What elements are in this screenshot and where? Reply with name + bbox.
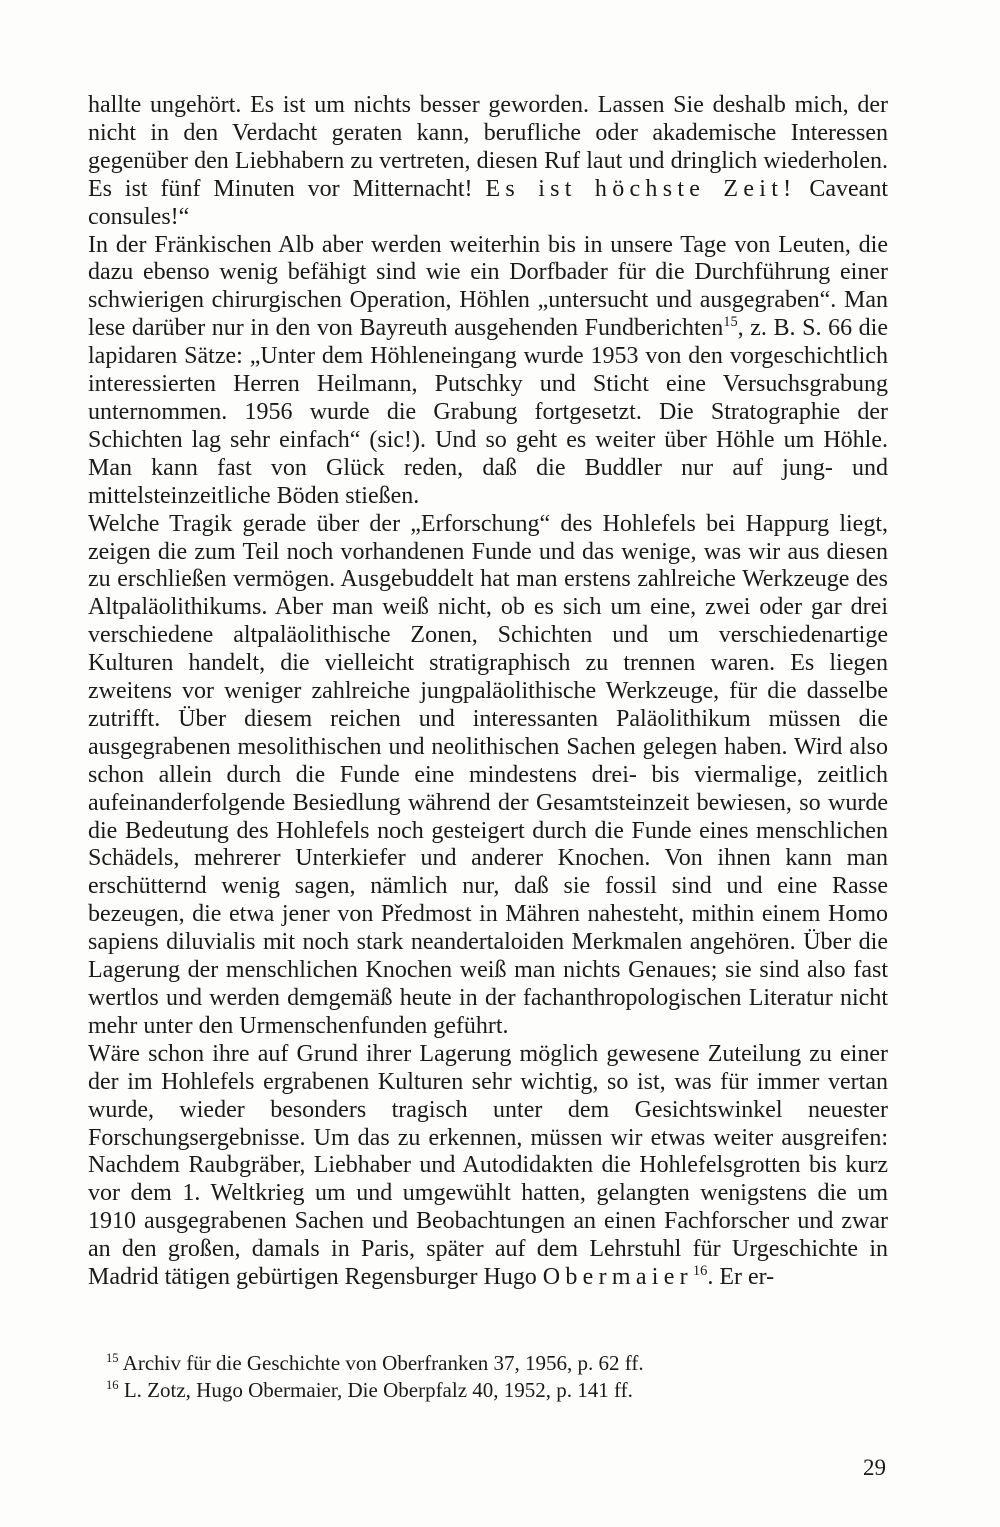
page-number: 29 <box>863 1455 886 1480</box>
footnote-number: 16 <box>106 1378 119 1392</box>
footnote-text: L. Zotz, Hugo Obermaier, Die Oberpfalz 40, 1952, p. 141 ff. <box>118 1378 633 1402</box>
footnotes <box>106 1350 886 1404</box>
text-run: . Er er- <box>707 1264 775 1291</box>
footnote-number: 15 <box>106 1351 119 1365</box>
paragraph-1 <box>88 92 888 232</box>
text-run: Caveant consules!“ <box>88 175 889 230</box>
footnote-ref-15: 15 <box>723 314 738 331</box>
emphasized-name: Obermaier <box>542 1264 693 1291</box>
text-run: In der Fränkischen Alb aber werden weiterhin bis in unsere Tage von Leuten, die dazu ebenso wenig befähigt sind wie ein Dorfbader für die Durchführung einer schwierigen chirurgischen Operation, Höhlen „untersucht und ausgegraben“. Man lese darüber nur in den von Bayreuth ausgehenden Fundberichten <box>88 231 888 342</box>
paragraph-2 <box>88 232 888 511</box>
footnote-15 <box>106 1350 886 1377</box>
footnote-16 <box>106 1377 886 1404</box>
paragraph-3 <box>88 511 888 1041</box>
footnote-ref-16: 16 <box>692 1263 708 1280</box>
paragraph-4 <box>88 1041 888 1292</box>
text-run: hallte ungehört. Es ist um nichts besser geworden. Lassen Sie deshalb mich, der nicht in den Verdacht geraten kann, berufliche oder akademische Interessen gegenüber den Liebhabern zu vertreten, diesen Ruf laut und dringlich wiederholen. Es ist fünf Minuten vor Mitternacht! <box>88 92 888 202</box>
text-run: Wäre schon ihre auf Grund ihrer Lagerung möglich gewesene Zuteilung zu einer der im Hohlefels ergrabenen Kulturen sehr wichtig, so ist, was für immer vertan wurde, wieder besonders tragisch unter dem Gesichtswinkel neuester Forschungsergebnisse. Um das zu erkennen, müssen wir etwas weiter ausgreifen: Nachdem Raubgräber, Liebhaber und Autodidakten die Hohlefelsgrotten bis kurz vor dem 1. Weltkrieg um und umgewühlt hatten, gelangten wenigstens die um 1910 ausgegrabenen Sachen und Beobachtungen an einen Fachforscher und zwar an den großen, damals in Paris, später auf dem Lehrstuhl für Urgeschichte in Madrid tätigen gebürtigen Regensburger Hugo <box>88 1040 888 1291</box>
text-run: , z. B. S. 66 die lapidaren Sätze: „Unter dem Höhleneingang wurde 1953 von den vorgeschichtlich interessierten Herren Heilmann, Putschky und Sticht eine Versuchsgrabung unternommen. 1956 wurde die Grabung fortgesetzt. Die Stratographie der Schichten lag sehr einfach“ (sic!). Und so geht es weiter über Höhle um Höhle. Man kann fast von Glück reden, daß die Buddler nur auf jung- und mittelsteinzeitliche Böden stießen. <box>88 315 889 509</box>
text-run: Welche Tragik gerade über der „Erforschung“ des Hohlefels bei Happurg liegt, zeigen die zum Teil noch vorhandenen Funde und das wenige, was wir aus diesen zu erschließen vermögen. Ausgebuddelt hat man erstens zahlreiche Werkzeuge des Altpaläolithikums. Aber man weiß nicht, ob es sich um eine, zwei oder gar drei verschiedene altpaläolithische Zonen, Schichten und um verschiedenartige Kulturen handelt, die vielleicht stratigraphisch zu trennen waren. Es liegen zweitens vor weniger zahlreiche jungpaläolithische Werkzeuge, für die dasselbe zutrifft. Über diesem reichen und interessanten Paläolithikum müssen die ausgegrabenen mesolithischen und neolithischen Sachen gelegen haben. Wird also schon allein durch die Funde eine mindestens drei- bis viermalige, zeitlich aufeinanderfolgende Besiedlung während der Gesamtsteinzeit bewiesen, so wurde die Bedeutung des Hohlefels noch gesteigert durch die Funde eines menschlichen Schädels, mehrerer Unterkiefer und anderer Knochen. Von ihnen kann man erschütternd wenig sagen, nämlich nur, daß sie fossil sind und eine Rasse bezeugen, die etwa jener von Předmost in Mähren nahesteht, mithin einem Homo sapiens diluvialis mit noch stark neandertaloiden Merkmalen angehören. Über die Lagerung der menschlichen Knochen weiß man nichts Genaues; sie sind also fast wertlos und werden demgemäß heute in der fachanthropologischen Literatur nicht mehr unter den Urmenschenfunden geführt. <box>88 510 888 1039</box>
body-text <box>88 92 888 1292</box>
emphasized-text: Es ist höchste Zeit! <box>485 175 797 202</box>
footnote-text: Archiv für die Geschichte von Oberfranken 37, 1956, p. 62 ff. <box>118 1351 644 1375</box>
